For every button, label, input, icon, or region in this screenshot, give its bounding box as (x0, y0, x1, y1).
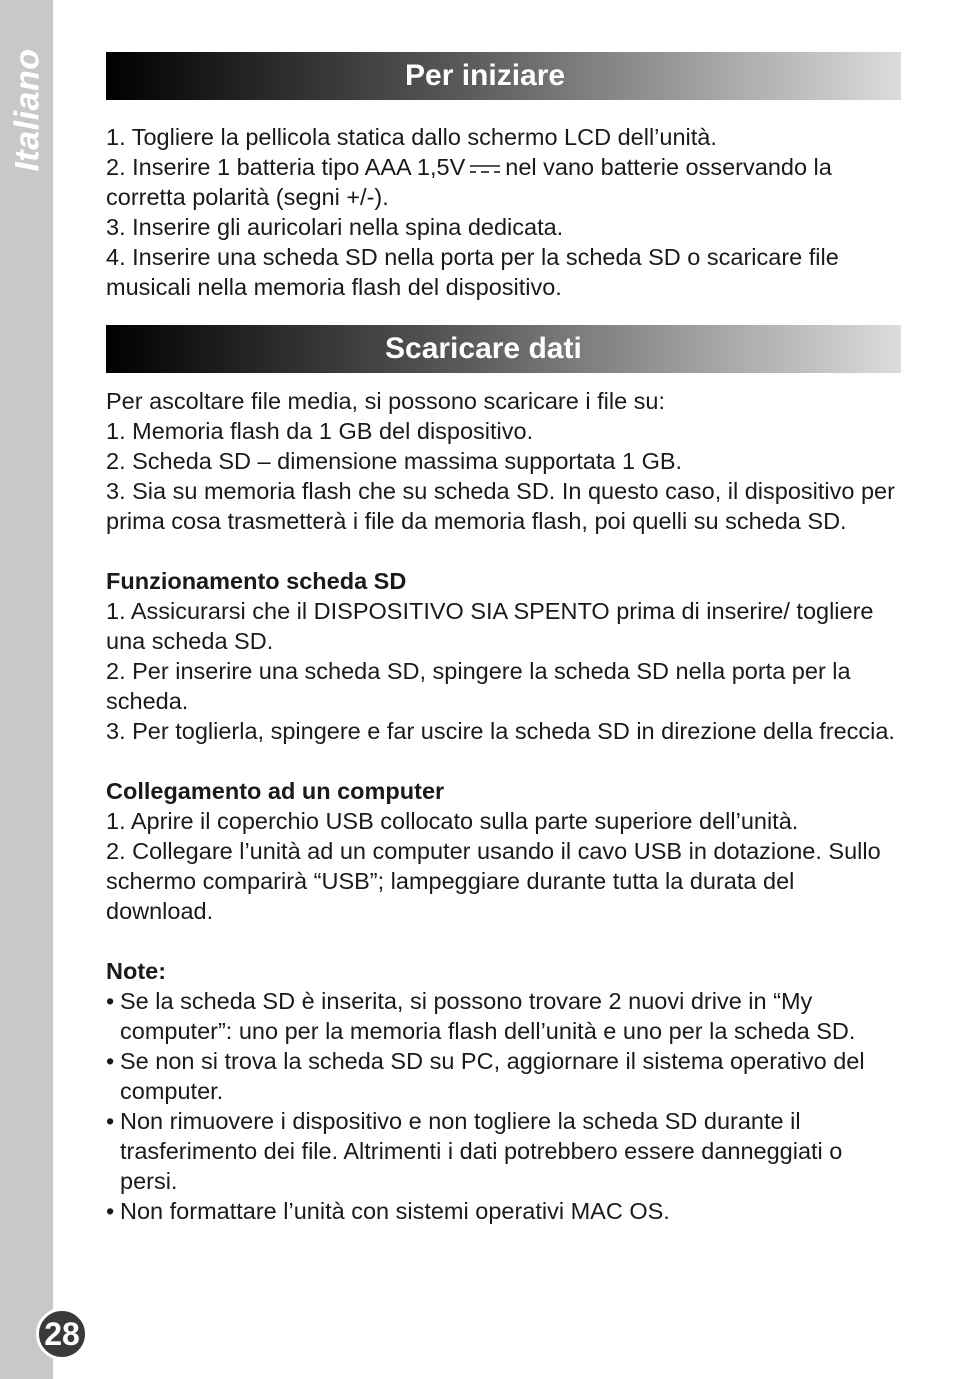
storage-option: 1. Memoria flash da 1 GB del dispositivo. (106, 418, 534, 444)
sd-step: 3. Per toglierla, spingere e far uscire la scheda SD in direzione della freccia. (106, 718, 895, 744)
intro-line: Per ascoltare file media, si possono scaricare i file su: (106, 388, 666, 414)
note-item: • Se non si trova la scheda SD su PC, aggiornare il sistema operativo del computer. (106, 1046, 906, 1106)
notes-heading: Note: (106, 958, 167, 984)
section-header-scaricare-dati (106, 325, 901, 373)
scaricare-dati-body (106, 386, 906, 1226)
storage-option: 3. Sia su memoria flash che su scheda SD. In questo caso, il dispositivo per prima cosa trasmetterà i file da memoria flash, poi quelli su scheda SD. (106, 478, 895, 534)
computer-step: 2. Collegare l’unità ad un computer usando il cavo USB in dotazione. Sullo schermo comparirà “USB”; lampeggiare durante tutta la durata del download. (106, 838, 881, 924)
step-2-text-a: 2. Inserire 1 batteria tipo AAA 1,5V (106, 154, 466, 180)
per-iniziare-steps (106, 122, 906, 302)
note-item: • Se la scheda SD è inserita, si possono trovare 2 nuovi drive in “My computer”: uno per la memoria flash dell’unità e uno per la scheda SD. (106, 986, 906, 1046)
sd-step: 1. Assicurarsi che il DISPOSITIVO SIA SPENTO prima di inserire/ togliere una scheda SD. (106, 598, 874, 654)
section-header-per-iniziare (106, 52, 901, 100)
language-label: Italiano (8, 48, 47, 172)
sd-card-heading: Funzionamento scheda SD (106, 568, 407, 594)
page-number: 28 (36, 1308, 88, 1360)
sd-step: 2. Per inserire una scheda SD, spingere la scheda SD nella porta per la scheda. (106, 658, 851, 714)
section-title: Per iniziare (405, 59, 566, 92)
step-3: 3. Inserire gli auricolari nella spina dedicata. (106, 214, 564, 240)
step-4: 4. Inserire una scheda SD nella porta per la scheda SD o scaricare file musicali nella memoria flash del dispositivo. (106, 244, 839, 300)
computer-connection-heading: Collegamento ad un computer (106, 778, 445, 804)
step-2 (106, 152, 906, 212)
note-item: • Non formattare l’unità con sistemi operativi MAC OS. (106, 1196, 906, 1226)
language-side-tab (0, 0, 53, 1379)
computer-step: 1. Aprire il coperchio USB collocato sulla parte superiore dell’unità. (106, 808, 799, 834)
storage-option: 2. Scheda SD – dimensione massima supportata 1 GB. (106, 448, 683, 474)
step-2-text-b: nel vano batterie osservando la corretta polarità (segni +/-). (106, 154, 832, 210)
dc-current-icon (469, 164, 501, 174)
note-item: • Non rimuovere i dispositivo e non togliere la scheda SD durante il trasferimento dei file. Altrimenti i dati potrebbero essere danneggiati o persi. (106, 1106, 906, 1196)
section-title: Scaricare dati (385, 332, 582, 365)
step-1: 1. Togliere la pellicola statica dallo schermo LCD dell’unità. (106, 124, 717, 150)
